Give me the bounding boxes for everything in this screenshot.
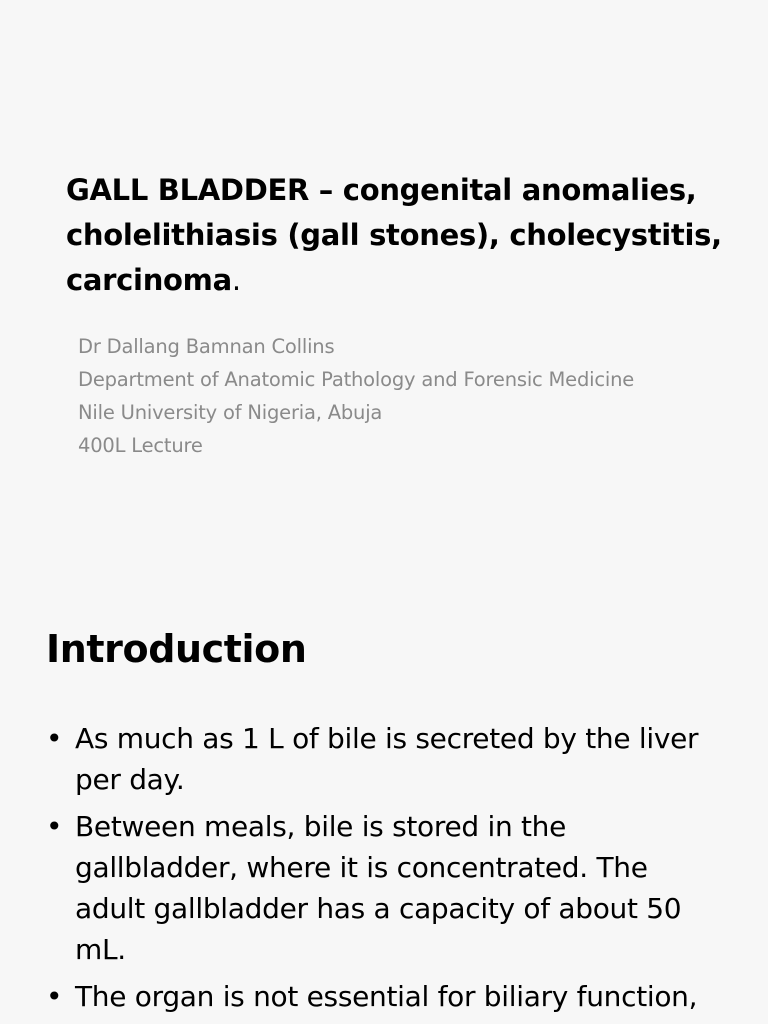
bullet-dot-icon: •: [46, 980, 63, 1013]
title-heading-text: GALL BLADDER – congenital anomalies, cholelithiasis (gall stones), cholecystitis, carcinoma: [66, 173, 722, 297]
author-name: Dr Dallang Bamnan Collins: [78, 335, 335, 358]
lecture-level: 400L Lecture: [78, 434, 203, 457]
author-department: Department of Anatomic Pathology and Forensic Medicine: [78, 368, 635, 391]
bullet-item-bile-secretion: [46, 718, 706, 800]
bullet-item-bile-storage: [46, 806, 706, 970]
author-institution: Nile University of Nigeria, Abuja: [78, 401, 383, 424]
bullet-item-organ-function: [46, 976, 706, 1017]
title-heading-period: .: [231, 263, 241, 297]
introduction-heading: Introduction: [46, 627, 307, 671]
title-slide-heading: [66, 168, 726, 303]
bullet-text: As much as 1 L of bile is secreted by the liver per day.: [75, 722, 699, 796]
bullet-text: The organ is not essential for biliary function,: [75, 980, 698, 1013]
bullet-text: Between meals, bile is stored in the gallbladder, where it is concentrated. The adult gallbladder has a capacity of about 50 mL.: [75, 810, 682, 966]
introduction-slide: [0, 576, 768, 1024]
title-slide-subtitle: [78, 330, 718, 462]
introduction-bullet-list: [46, 718, 706, 1023]
bullet-dot-icon: •: [46, 722, 63, 755]
bullet-dot-icon: •: [46, 810, 63, 843]
